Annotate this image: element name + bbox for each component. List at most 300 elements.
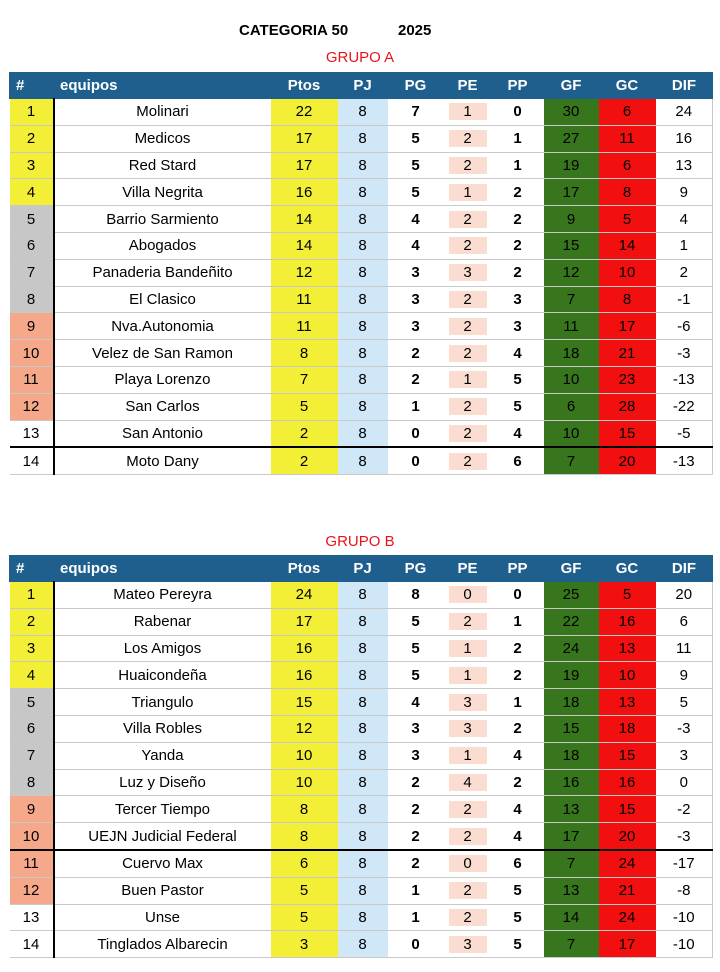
pp-cell: 5 [492,393,544,420]
pos-header: # [10,556,54,582]
team-name: Buen Pastor [54,877,271,904]
dif-cell: -2 [656,796,713,823]
pg-cell: 1 [388,904,444,931]
group-a-table [9,72,713,475]
pts-cell: 10 [271,769,338,796]
pp-cell: 2 [492,232,544,259]
dif-cell: 1 [656,232,713,259]
gf-cell: 18 [544,742,599,769]
gf-cell: 27 [544,125,599,152]
gc-cell: 6 [599,99,656,126]
pp-cell: 4 [492,823,544,850]
team-name: Medicos [54,125,271,152]
team-name: Huaicondeña [54,662,271,689]
pts-cell: 16 [271,635,338,662]
pj-cell: 8 [338,366,388,393]
pg-cell: 5 [388,635,444,662]
pos-cell: 5 [10,206,54,233]
gf-cell: 6 [544,393,599,420]
pe-cell [444,796,492,823]
pe-value: 2 [449,882,487,899]
pj-cell: 8 [338,447,388,474]
pp-cell: 1 [492,689,544,716]
pj-cell: 8 [338,232,388,259]
team-name: Red Stard [54,152,271,179]
team-name: Panaderia Bandeñito [54,259,271,286]
pts-cell: 12 [271,715,338,742]
pg-cell: 4 [388,206,444,233]
pp-cell: 2 [492,635,544,662]
table-row [10,286,713,313]
pos-cell: 11 [10,850,54,877]
pos-cell: 2 [10,125,54,152]
team-name: Unse [54,904,271,931]
pg-cell: 2 [388,850,444,877]
table-row [10,608,713,635]
pe-value: 2 [449,453,487,470]
pp-cell: 4 [492,796,544,823]
team-name: Cuervo Max [54,850,271,877]
group-b-title: GRUPO B [325,533,395,550]
pos-cell: 7 [10,259,54,286]
pts-cell: 5 [271,393,338,420]
table-row [10,259,713,286]
gf-cell: 19 [544,662,599,689]
team-name: El Clasico [54,286,271,313]
pos-cell: 2 [10,608,54,635]
dif-cell: -3 [656,823,713,850]
pe-cell [444,931,492,958]
dif-cell: 9 [656,179,713,206]
gc-cell: 18 [599,715,656,742]
pe-value: 1 [449,667,487,684]
table-row [10,662,713,689]
gf-cell: 30 [544,99,599,126]
pg-cell: 5 [388,662,444,689]
gf-cell: 25 [544,582,599,609]
table-row [10,904,713,931]
gc-cell: 21 [599,877,656,904]
gf-cell: 17 [544,823,599,850]
pp-header: PP [492,556,544,582]
gf-cell: 13 [544,796,599,823]
table-row [10,769,713,796]
gc-cell: 6 [599,152,656,179]
dif-cell: 5 [656,689,713,716]
pe-value: 4 [449,774,487,791]
pos-cell: 12 [10,393,54,420]
pe-cell [444,635,492,662]
dif-cell: 3 [656,742,713,769]
pe-value: 3 [449,264,487,281]
gf-cell: 7 [544,286,599,313]
gc-cell: 15 [599,796,656,823]
pj-cell: 8 [338,823,388,850]
table-row [10,742,713,769]
pp-cell: 2 [492,179,544,206]
gf-cell: 11 [544,313,599,340]
team-name: Molinari [54,99,271,126]
pos-cell: 6 [10,715,54,742]
dif-cell: 13 [656,152,713,179]
dif-cell: -10 [656,904,713,931]
group-b-table [9,555,713,958]
pe-value: 2 [449,157,487,174]
gf-cell: 10 [544,420,599,447]
pts-cell: 10 [271,742,338,769]
pos-cell: 9 [10,313,54,340]
team-name: Triangulo [54,689,271,716]
pts-cell: 8 [271,823,338,850]
pg-cell: 1 [388,393,444,420]
gf-cell: 16 [544,769,599,796]
pj-cell: 8 [338,796,388,823]
pe-cell [444,715,492,742]
pe-value: 2 [449,130,487,147]
pj-cell: 8 [338,286,388,313]
gc-cell: 14 [599,232,656,259]
gc-header: GC [599,73,656,99]
pe-cell [444,99,492,126]
team-header: equipos [54,73,271,99]
pj-cell: 8 [338,125,388,152]
pj-cell: 8 [338,152,388,179]
pos-cell: 8 [10,286,54,313]
pg-cell: 5 [388,608,444,635]
pos-cell: 4 [10,662,54,689]
team-name: Tinglados Albarecin [54,931,271,958]
pe-cell [444,689,492,716]
pe-value: 2 [449,211,487,228]
pts-cell: 24 [271,582,338,609]
dif-cell: -10 [656,931,713,958]
dif-cell: 4 [656,206,713,233]
pj-cell: 8 [338,904,388,931]
table-row [10,582,713,609]
table-row [10,232,713,259]
pe-cell [444,366,492,393]
pe-value: 2 [449,613,487,630]
table-row [10,393,713,420]
table-row [10,689,713,716]
gf-cell: 14 [544,904,599,931]
pts-cell: 6 [271,850,338,877]
dif-cell: 2 [656,259,713,286]
table-row [10,420,713,447]
pts-cell: 14 [271,206,338,233]
table-row [10,179,713,206]
pe-cell [444,742,492,769]
gc-cell: 13 [599,635,656,662]
pg-cell: 4 [388,689,444,716]
pts-cell: 7 [271,366,338,393]
pg-header: PG [388,73,444,99]
table-row [10,715,713,742]
pos-cell: 13 [10,420,54,447]
pe-cell [444,232,492,259]
dif-cell: -17 [656,850,713,877]
gf-cell: 9 [544,206,599,233]
gc-cell: 17 [599,931,656,958]
dif-cell: 9 [656,662,713,689]
pe-value: 2 [449,318,487,335]
pe-value: 2 [449,291,487,308]
gc-cell: 10 [599,259,656,286]
pe-cell [444,259,492,286]
pos-cell: 3 [10,635,54,662]
pts-cell: 11 [271,313,338,340]
pp-cell: 1 [492,608,544,635]
pp-header: PP [492,73,544,99]
table-row [10,447,713,474]
dif-cell: 24 [656,99,713,126]
pts-cell: 2 [271,420,338,447]
gf-cell: 24 [544,635,599,662]
pts-cell: 15 [271,689,338,716]
pp-cell: 4 [492,742,544,769]
pts-cell: 12 [271,259,338,286]
team-name: Luz y Diseño [54,769,271,796]
pp-cell: 2 [492,259,544,286]
pg-cell: 2 [388,366,444,393]
pos-header: # [10,73,54,99]
pp-cell: 2 [492,662,544,689]
header-row [10,73,713,99]
dif-cell: -3 [656,715,713,742]
page-title [0,22,720,44]
pj-cell: 8 [338,769,388,796]
category-title: CATEGORIA 50 [239,22,349,39]
pg-cell: 3 [388,286,444,313]
gf-cell: 7 [544,447,599,474]
pe-cell [444,904,492,931]
pg-cell: 0 [388,447,444,474]
pg-cell: 7 [388,99,444,126]
pp-cell: 0 [492,99,544,126]
pe-cell [444,340,492,367]
gc-cell: 24 [599,850,656,877]
gf-cell: 10 [544,366,599,393]
pts-cell: 17 [271,608,338,635]
pj-cell: 8 [338,259,388,286]
pj-header: PJ [338,556,388,582]
pp-cell: 1 [492,125,544,152]
pe-cell [444,582,492,609]
header-row [10,556,713,582]
pts-cell: 17 [271,125,338,152]
gc-cell: 16 [599,608,656,635]
gc-cell: 15 [599,420,656,447]
pj-cell: 8 [338,179,388,206]
pts-cell: 16 [271,662,338,689]
pp-cell: 4 [492,340,544,367]
pj-header: PJ [338,73,388,99]
pg-cell: 2 [388,796,444,823]
pg-cell: 3 [388,313,444,340]
gf-header: GF [544,556,599,582]
pp-cell: 2 [492,206,544,233]
pj-cell: 8 [338,689,388,716]
pp-cell: 5 [492,877,544,904]
gf-cell: 18 [544,340,599,367]
gc-cell: 17 [599,313,656,340]
pj-cell: 8 [338,99,388,126]
gc-cell: 23 [599,366,656,393]
pos-cell: 10 [10,823,54,850]
pj-cell: 8 [338,877,388,904]
table-row [10,313,713,340]
pe-value: 2 [449,909,487,926]
group-a-title: GRUPO A [325,49,395,66]
pos-cell: 4 [10,179,54,206]
pe-value: 1 [449,640,487,657]
gf-cell: 18 [544,689,599,716]
pts-cell: 22 [271,99,338,126]
pj-cell: 8 [338,420,388,447]
pj-cell: 8 [338,582,388,609]
pe-value: 1 [449,747,487,764]
gf-cell: 15 [544,715,599,742]
pp-cell: 4 [492,420,544,447]
pg-cell: 2 [388,340,444,367]
pos-cell: 11 [10,366,54,393]
pe-header: PE [444,556,492,582]
table-row [10,796,713,823]
pj-cell: 8 [338,608,388,635]
gc-cell: 15 [599,742,656,769]
dif-cell: -8 [656,877,713,904]
pos-cell: 14 [10,447,54,474]
gf-cell: 22 [544,608,599,635]
pe-cell [444,769,492,796]
pe-cell [444,179,492,206]
table-row [10,931,713,958]
pe-value: 1 [449,184,487,201]
pe-cell [444,313,492,340]
pos-cell: 8 [10,769,54,796]
gc-cell: 5 [599,206,656,233]
table-row [10,877,713,904]
pe-value: 1 [449,103,487,120]
pp-cell: 6 [492,850,544,877]
pj-cell: 8 [338,635,388,662]
team-name: Tercer Tiempo [54,796,271,823]
dif-cell: -22 [656,393,713,420]
pe-value: 0 [449,855,487,872]
pe-cell [444,662,492,689]
pts-cell: 16 [271,179,338,206]
table-row [10,823,713,850]
dif-header: DIF [656,73,713,99]
pts-cell: 11 [271,286,338,313]
pg-cell: 5 [388,179,444,206]
team-name: San Carlos [54,393,271,420]
pp-cell: 2 [492,769,544,796]
pe-header: PE [444,73,492,99]
table-row [10,340,713,367]
pp-cell: 5 [492,931,544,958]
pg-cell: 0 [388,420,444,447]
pg-cell: 0 [388,931,444,958]
pp-cell: 3 [492,286,544,313]
pts-header: Ptos [271,73,338,99]
team-header: equipos [54,556,271,582]
pj-cell: 8 [338,850,388,877]
gc-cell: 21 [599,340,656,367]
pe-value: 2 [449,828,487,845]
pe-value: 2 [449,425,487,442]
gf-cell: 7 [544,850,599,877]
pos-cell: 9 [10,796,54,823]
pts-cell: 5 [271,904,338,931]
pp-cell: 1 [492,152,544,179]
pp-cell: 6 [492,447,544,474]
pg-cell: 3 [388,715,444,742]
dif-cell: -5 [656,420,713,447]
team-name: San Antonio [54,420,271,447]
dif-cell: -1 [656,286,713,313]
pg-cell: 3 [388,259,444,286]
gc-header: GC [599,556,656,582]
gc-cell: 28 [599,393,656,420]
pp-cell: 5 [492,366,544,393]
table-row [10,125,713,152]
gf-cell: 13 [544,877,599,904]
gf-header: GF [544,73,599,99]
pos-cell: 12 [10,877,54,904]
team-name: Velez de San Ramon [54,340,271,367]
pe-cell [444,206,492,233]
pe-cell [444,393,492,420]
team-name: Playa Lorenzo [54,366,271,393]
pg-cell: 4 [388,232,444,259]
dif-cell: 20 [656,582,713,609]
gc-cell: 5 [599,582,656,609]
pe-value: 3 [449,694,487,711]
pe-value: 2 [449,398,487,415]
gc-cell: 8 [599,179,656,206]
pj-cell: 8 [338,931,388,958]
pos-cell: 6 [10,232,54,259]
pe-cell [444,850,492,877]
dif-cell: -3 [656,340,713,367]
gc-cell: 20 [599,447,656,474]
dif-cell: 16 [656,125,713,152]
pts-cell: 8 [271,340,338,367]
gf-cell: 17 [544,179,599,206]
pts-cell: 14 [271,232,338,259]
team-name: Villa Robles [54,715,271,742]
dif-cell: 0 [656,769,713,796]
pg-cell: 8 [388,582,444,609]
gc-cell: 13 [599,689,656,716]
pe-value: 0 [449,586,487,603]
team-name: Nva.Autonomia [54,313,271,340]
team-name: Barrio Sarmiento [54,206,271,233]
pj-cell: 8 [338,340,388,367]
table-row [10,850,713,877]
pts-cell: 2 [271,447,338,474]
dif-cell: -13 [656,366,713,393]
pos-cell: 7 [10,742,54,769]
pj-cell: 8 [338,313,388,340]
pg-cell: 5 [388,125,444,152]
team-name: Los Amigos [54,635,271,662]
pe-value: 2 [449,237,487,254]
pg-cell: 1 [388,877,444,904]
pos-cell: 1 [10,99,54,126]
pg-cell: 5 [388,152,444,179]
